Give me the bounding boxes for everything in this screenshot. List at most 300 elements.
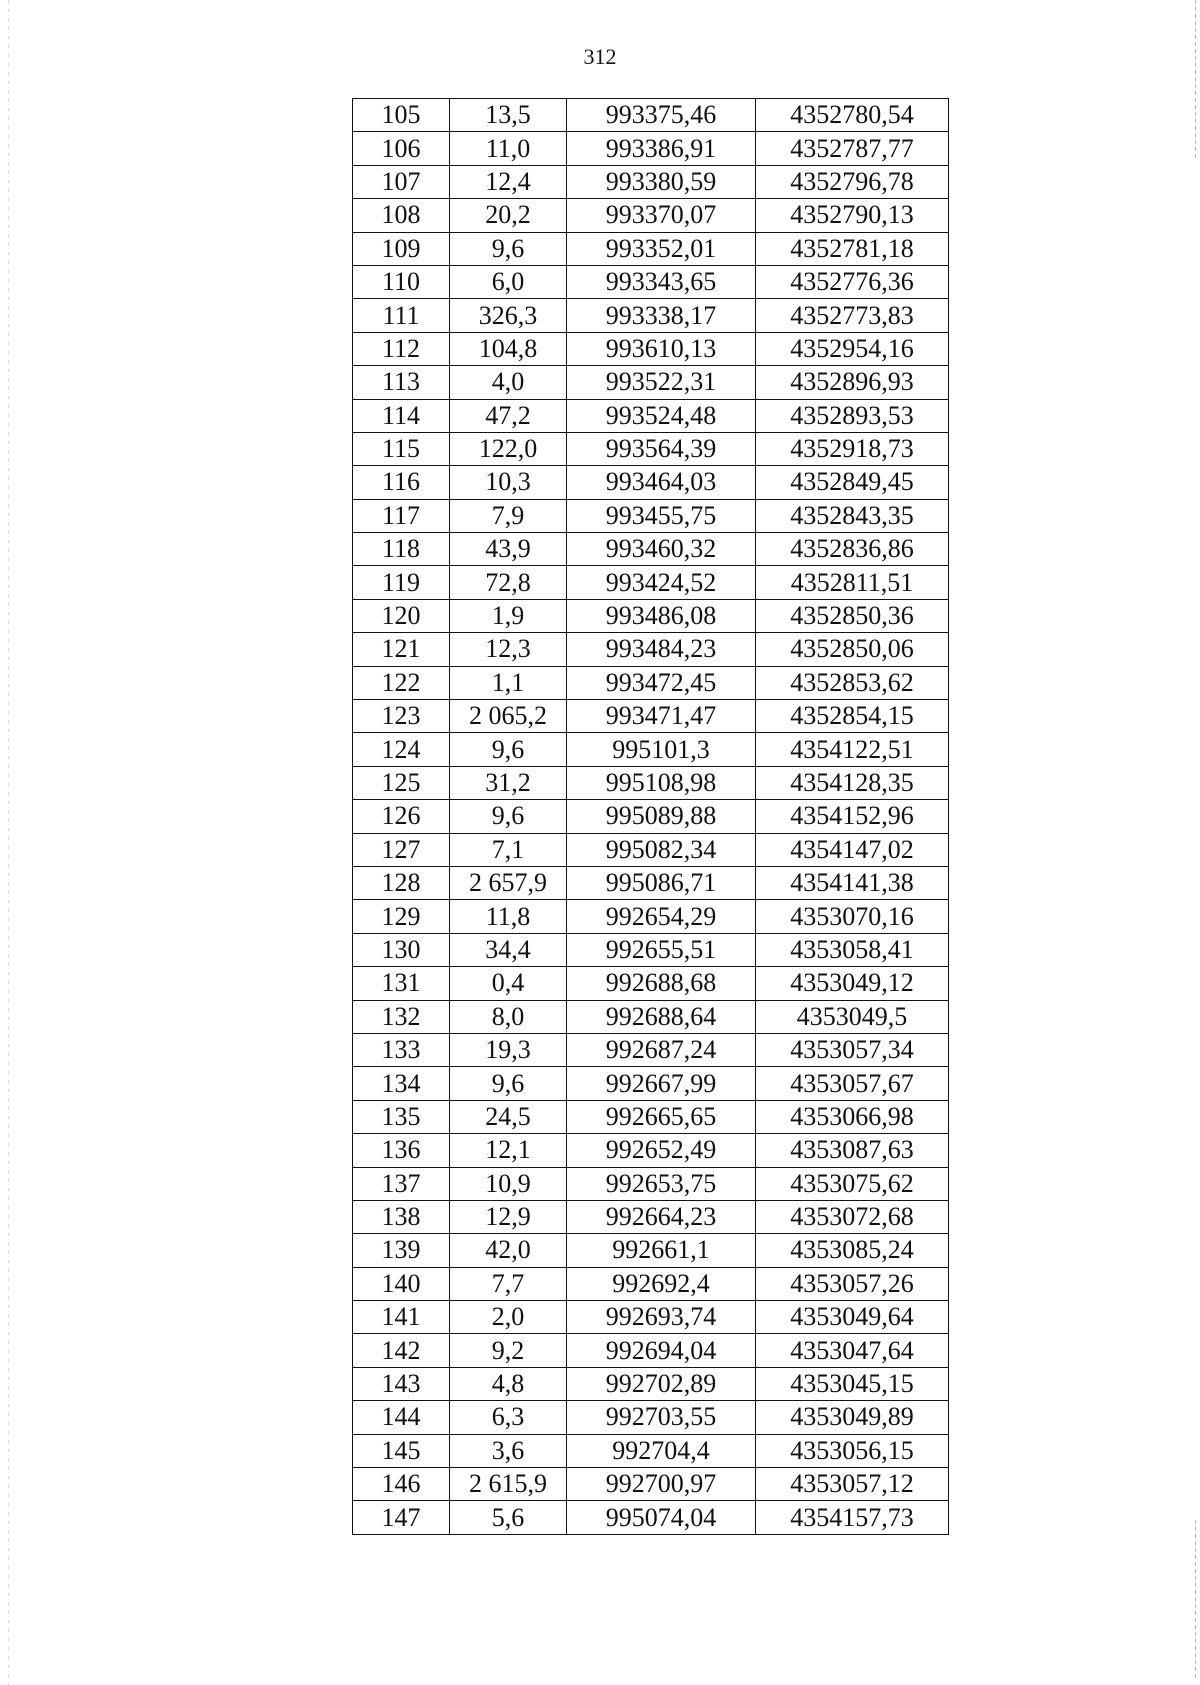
table-cell-point-number — [353, 99, 450, 132]
point-number-text: 119 — [381, 567, 421, 597]
table-cell-coordinate-x — [567, 332, 756, 365]
coordinate-x-text: 993471,47 — [605, 701, 717, 731]
scan-edge-right — [1195, 0, 1196, 160]
coordinate-x-text: 995108,98 — [605, 768, 717, 797]
table-row — [353, 1067, 949, 1100]
coordinate-y-text: 4353049,89 — [790, 1402, 914, 1432]
coordinate-x-text: 993460,32 — [605, 534, 717, 564]
coordinate-y-text: 4353045,15 — [790, 1369, 914, 1399]
table-row — [353, 1134, 949, 1167]
coordinate-x-text: 995089,88 — [605, 801, 717, 831]
table-cell-coordinate-y — [756, 1234, 949, 1267]
point-number-text: 105 — [381, 100, 421, 130]
segment-length-text: 2 657,9 — [469, 868, 547, 898]
table-cell-segment-length — [450, 1100, 567, 1133]
table-cell-coordinate-y — [756, 733, 949, 766]
table-cell-point-number — [353, 332, 450, 365]
coordinate-x-text: 995086,71 — [605, 868, 717, 898]
table-cell-point-number — [353, 967, 450, 1000]
coordinate-y-text: 4352849,45 — [790, 467, 914, 497]
table-cell-segment-length — [450, 1367, 567, 1400]
table-row — [353, 466, 949, 499]
segment-length-text: 9,6 — [491, 734, 525, 764]
table-cell-coordinate-x — [567, 1167, 756, 1200]
table-row — [353, 199, 949, 232]
table-cell-segment-length — [450, 499, 567, 532]
segment-length-text: 47,2 — [485, 400, 531, 430]
table-cell-point-number — [353, 1134, 450, 1167]
table-cell-point-number — [353, 933, 450, 966]
table-cell-point-number — [353, 1167, 450, 1200]
point-number-text: 138 — [381, 1202, 421, 1232]
coordinate-y-text: 4353057,34 — [790, 1035, 914, 1065]
table-cell-coordinate-y — [756, 700, 949, 733]
table-cell-coordinate-x — [567, 499, 756, 532]
table-cell-segment-length — [450, 432, 567, 465]
coordinate-y-text: 4354157,73 — [790, 1502, 914, 1532]
coordinate-y-text: 4352893,53 — [790, 400, 914, 430]
coordinate-x-text: 993522,31 — [605, 367, 717, 397]
coordinate-y-text: 4352773,83 — [790, 300, 914, 330]
table-row — [353, 733, 949, 766]
coordinate-y-text: 4352850,36 — [790, 601, 914, 631]
table-cell-coordinate-y — [756, 633, 949, 666]
table-cell-coordinate-y — [756, 1067, 949, 1100]
table-cell-segment-length — [450, 1401, 567, 1434]
segment-length-text: 12,3 — [485, 634, 531, 664]
table-cell-point-number — [353, 533, 450, 566]
coordinate-y-text: 4353049,5 — [796, 1001, 908, 1031]
table-cell-point-number — [353, 1033, 450, 1066]
coordinate-x-text: 992655,51 — [605, 934, 717, 964]
table-cell-segment-length — [450, 866, 567, 899]
table-cell-point-number — [353, 232, 450, 265]
table-cell-coordinate-y — [756, 800, 949, 833]
segment-length-text: 72,8 — [485, 567, 531, 597]
segment-length-text: 3,6 — [491, 1435, 525, 1465]
table-cell-segment-length — [450, 733, 567, 766]
table-cell-point-number — [353, 1434, 450, 1467]
table-cell-coordinate-y — [756, 165, 949, 198]
segment-length-text: 10,9 — [485, 1168, 531, 1198]
table-row — [353, 967, 949, 1000]
table-row — [353, 132, 949, 165]
segment-length-text: 12,1 — [485, 1135, 531, 1165]
segment-length-text: 13,5 — [485, 100, 531, 130]
coordinate-y-text: 4353066,98 — [790, 1101, 914, 1131]
point-number-text: 140 — [381, 1268, 421, 1298]
point-number-text: 111 — [382, 300, 420, 330]
table-cell-coordinate-y — [756, 967, 949, 1000]
segment-length-text: 19,3 — [485, 1035, 531, 1065]
segment-length-text: 2 615,9 — [469, 1469, 547, 1499]
table-cell-point-number — [353, 733, 450, 766]
table-cell-point-number — [353, 1067, 450, 1100]
coordinate-x-text: 993484,23 — [605, 634, 717, 664]
coordinate-y-text: 4352918,73 — [790, 434, 914, 464]
table-cell-segment-length — [450, 99, 567, 132]
coordinate-y-text: 4352843,35 — [790, 500, 914, 530]
point-number-text: 143 — [381, 1369, 421, 1399]
table-row — [353, 299, 949, 332]
table-row — [353, 700, 949, 733]
table-row — [353, 165, 949, 198]
table-cell-coordinate-y — [756, 1367, 949, 1400]
scan-edge-right-lower — [1195, 1520, 1196, 1680]
table-row — [353, 499, 949, 532]
table-cell-coordinate-x — [567, 900, 756, 933]
table-cell-segment-length — [450, 1167, 567, 1200]
point-number-text: 142 — [381, 1335, 421, 1365]
table-cell-point-number — [353, 1401, 450, 1434]
point-number-text: 124 — [381, 734, 421, 764]
coordinate-x-text: 993375,46 — [605, 100, 717, 130]
segment-length-text: 34,4 — [485, 934, 531, 964]
table-row — [353, 933, 949, 966]
table-cell-coordinate-x — [567, 666, 756, 699]
coordinate-y-text: 4352811,51 — [790, 567, 914, 597]
coordinate-y-text: 4352854,15 — [790, 701, 914, 731]
table-row — [353, 1200, 949, 1233]
table-cell-coordinate-x — [567, 1401, 756, 1434]
coordinate-y-text: 4354122,51 — [790, 734, 914, 764]
coordinate-x-text: 993472,45 — [605, 667, 717, 697]
table-cell-coordinate-x — [567, 132, 756, 165]
point-number-text: 135 — [381, 1101, 421, 1131]
coordinate-x-text: 992692,4 — [612, 1268, 710, 1298]
table-cell-segment-length — [450, 566, 567, 599]
table-cell-point-number — [353, 366, 450, 399]
table-cell-segment-length — [450, 299, 567, 332]
table-cell-segment-length — [450, 1200, 567, 1233]
segment-length-text: 6,3 — [491, 1402, 525, 1432]
coordinate-x-text: 992667,99 — [605, 1068, 717, 1098]
table-row — [353, 900, 949, 933]
table-row — [353, 366, 949, 399]
table-cell-point-number — [353, 432, 450, 465]
table-cell-point-number — [353, 399, 450, 432]
table-cell-point-number — [353, 866, 450, 899]
table-cell-point-number — [353, 900, 450, 933]
table-cell-point-number — [353, 800, 450, 833]
table-row — [353, 1234, 949, 1267]
point-number-text: 139 — [381, 1235, 421, 1265]
table-cell-segment-length — [450, 399, 567, 432]
coordinate-y-text: 4352781,18 — [790, 233, 914, 263]
table-cell-coordinate-x — [567, 766, 756, 799]
table-cell-segment-length — [450, 766, 567, 799]
coordinate-y-text: 4352853,62 — [790, 667, 914, 697]
table-cell-coordinate-y — [756, 1401, 949, 1434]
table-cell-coordinate-y — [756, 1301, 949, 1334]
coordinate-y-text: 4353072,68 — [790, 1202, 914, 1232]
segment-length-text: 31,2 — [485, 768, 531, 797]
table-cell-coordinate-y — [756, 866, 949, 899]
table-cell-segment-length — [450, 1033, 567, 1066]
table-cell-coordinate-x — [567, 599, 756, 632]
table-cell-coordinate-x — [567, 833, 756, 866]
table-cell-coordinate-x — [567, 1100, 756, 1133]
segment-length-text: 42,0 — [485, 1235, 531, 1265]
coordinate-y-text: 4353087,63 — [790, 1135, 914, 1165]
coordinate-x-text: 992665,65 — [605, 1101, 717, 1131]
coordinate-y-text: 4353057,26 — [790, 1268, 914, 1298]
point-number-text: 136 — [381, 1135, 421, 1165]
table-cell-segment-length — [450, 132, 567, 165]
table-row — [353, 1033, 949, 1066]
table-cell-coordinate-y — [756, 199, 949, 232]
coordinate-y-text: 4352796,78 — [790, 166, 914, 196]
point-number-text: 107 — [381, 166, 421, 196]
point-number-text: 117 — [381, 500, 421, 530]
table-row — [353, 533, 949, 566]
table-cell-coordinate-x — [567, 1000, 756, 1033]
table-cell-coordinate-y — [756, 499, 949, 532]
segment-length-text: 7,1 — [491, 834, 525, 864]
table-cell-coordinate-y — [756, 1434, 949, 1467]
table-cell-point-number — [353, 1100, 450, 1133]
point-number-text: 113 — [381, 367, 421, 397]
point-number-text: 132 — [381, 1001, 421, 1031]
table-cell-point-number — [353, 1200, 450, 1233]
coordinate-y-text: 4354141,38 — [790, 868, 914, 898]
table-cell-coordinate-y — [756, 265, 949, 298]
segment-length-text: 12,9 — [485, 1202, 531, 1232]
point-number-text: 127 — [381, 834, 421, 864]
table-row — [353, 1434, 949, 1467]
table-cell-coordinate-x — [567, 533, 756, 566]
table-cell-segment-length — [450, 800, 567, 833]
table-cell-segment-length — [450, 967, 567, 1000]
table-cell-coordinate-x — [567, 866, 756, 899]
table-cell-point-number — [353, 566, 450, 599]
point-number-text: 115 — [381, 434, 421, 464]
table-cell-coordinate-x — [567, 432, 756, 465]
table-cell-coordinate-y — [756, 599, 949, 632]
coordinate-x-text: 993352,01 — [605, 233, 717, 263]
scan-edge-left — [8, 0, 9, 1685]
table-cell-segment-length — [450, 933, 567, 966]
coordinate-x-text: 993343,65 — [605, 267, 717, 297]
table-cell-point-number — [353, 1000, 450, 1033]
table-cell-coordinate-x — [567, 199, 756, 232]
coordinate-y-text: 4353056,15 — [790, 1435, 914, 1465]
table-row — [353, 1468, 949, 1501]
coordinate-x-text: 995074,04 — [605, 1502, 717, 1532]
point-number-text: 120 — [381, 601, 421, 631]
segment-length-text: 9,6 — [491, 801, 525, 831]
coordinate-y-text: 4353049,64 — [790, 1302, 914, 1332]
coordinate-y-text: 4352790,13 — [790, 200, 914, 230]
table-cell-coordinate-y — [756, 99, 949, 132]
segment-length-text: 9,2 — [491, 1335, 525, 1365]
table-cell-coordinate-y — [756, 299, 949, 332]
coordinate-x-text: 992702,89 — [605, 1369, 717, 1399]
table-cell-coordinate-y — [756, 1200, 949, 1233]
table-cell-segment-length — [450, 1334, 567, 1367]
table-cell-point-number — [353, 666, 450, 699]
table-cell-coordinate-x — [567, 1434, 756, 1467]
table-cell-coordinate-y — [756, 1033, 949, 1066]
coordinate-x-text: 992661,1 — [612, 1235, 710, 1265]
table-cell-coordinate-y — [756, 399, 949, 432]
table-row — [353, 566, 949, 599]
point-number-text: 145 — [381, 1435, 421, 1465]
table-cell-point-number — [353, 199, 450, 232]
table-cell-segment-length — [450, 599, 567, 632]
segment-length-text: 11,8 — [485, 901, 531, 931]
table-row — [353, 1267, 949, 1300]
point-number-text: 114 — [381, 400, 421, 430]
table-cell-point-number — [353, 466, 450, 499]
table-cell-point-number — [353, 1234, 450, 1267]
segment-length-text: 7,9 — [491, 500, 525, 530]
table-cell-coordinate-y — [756, 132, 949, 165]
table-cell-coordinate-y — [756, 232, 949, 265]
coordinate-x-text: 993386,91 — [605, 133, 717, 163]
coordinate-y-text: 4353047,64 — [790, 1335, 914, 1365]
segment-length-text: 4,0 — [491, 367, 525, 397]
table-row — [353, 833, 949, 866]
coordinate-x-text: 993610,13 — [605, 333, 717, 363]
point-number-text: 110 — [381, 267, 421, 297]
segment-length-text: 0,4 — [491, 968, 525, 998]
coordinate-y-text: 4352836,86 — [790, 534, 914, 564]
coordinate-x-text: 992694,04 — [605, 1335, 717, 1365]
table-row — [353, 1401, 949, 1434]
point-number-text: 128 — [381, 868, 421, 898]
table-cell-segment-length — [450, 900, 567, 933]
coordinate-x-text: 993455,75 — [605, 500, 717, 530]
table-row — [353, 599, 949, 632]
point-number-text: 129 — [381, 901, 421, 931]
segment-length-text: 4,8 — [491, 1369, 525, 1399]
coordinate-y-text: 4352780,54 — [790, 100, 914, 130]
table-cell-coordinate-x — [567, 800, 756, 833]
point-number-text: 121 — [381, 634, 421, 664]
point-number-text: 118 — [381, 534, 421, 564]
table-cell-coordinate-x — [567, 1234, 756, 1267]
coordinate-y-text: 4354147,02 — [790, 834, 914, 864]
table-cell-coordinate-x — [567, 1134, 756, 1167]
coordinate-x-text: 993380,59 — [605, 166, 717, 196]
table-row — [353, 766, 949, 799]
segment-length-text: 8,0 — [491, 1001, 525, 1031]
table-cell-coordinate-x — [567, 1267, 756, 1300]
segment-length-text: 1,1 — [491, 667, 525, 697]
table-cell-segment-length — [450, 199, 567, 232]
table-cell-coordinate-x — [567, 1200, 756, 1233]
segment-length-text: 24,5 — [485, 1101, 531, 1131]
table-cell-point-number — [353, 700, 450, 733]
table-cell-point-number — [353, 1334, 450, 1367]
table-cell-segment-length — [450, 533, 567, 566]
table-cell-coordinate-x — [567, 1334, 756, 1367]
segment-length-text: 20,2 — [485, 200, 531, 230]
table-cell-coordinate-x — [567, 299, 756, 332]
point-number-text: 134 — [381, 1068, 421, 1098]
segment-length-text: 9,6 — [491, 1068, 525, 1098]
coordinate-x-text: 992688,64 — [605, 1001, 717, 1031]
table-cell-coordinate-y — [756, 466, 949, 499]
coordinate-x-text: 992700,97 — [605, 1469, 717, 1499]
table-cell-point-number — [353, 265, 450, 298]
table-row — [353, 800, 949, 833]
table-cell-point-number — [353, 1501, 450, 1534]
table-cell-coordinate-y — [756, 900, 949, 933]
table-cell-segment-length — [450, 1234, 567, 1267]
table-cell-segment-length — [450, 666, 567, 699]
table-row — [353, 332, 949, 365]
table-cell-point-number — [353, 132, 450, 165]
table-row — [353, 99, 949, 132]
coordinate-x-text: 992653,75 — [605, 1168, 717, 1198]
table-cell-coordinate-y — [756, 332, 949, 365]
coordinate-y-text: 4352850,06 — [790, 634, 914, 664]
table-cell-coordinate-x — [567, 1301, 756, 1334]
table-cell-coordinate-y — [756, 566, 949, 599]
page-number: 312 — [583, 44, 617, 69]
segment-length-text: 6,0 — [491, 267, 525, 297]
table-cell-coordinate-x — [567, 165, 756, 198]
coordinate-x-text: 993424,52 — [605, 567, 717, 597]
coordinate-x-text: 992652,49 — [605, 1135, 717, 1165]
point-number-text: 116 — [381, 467, 421, 497]
table-row — [353, 399, 949, 432]
table-row — [353, 633, 949, 666]
coordinate-y-text: 4353058,41 — [790, 934, 914, 964]
table-cell-coordinate-y — [756, 366, 949, 399]
coordinate-x-text: 992664,23 — [605, 1202, 717, 1232]
coordinate-y-text: 4353075,62 — [790, 1168, 914, 1198]
coordinate-y-text: 4353085,24 — [790, 1235, 914, 1265]
coordinate-x-text: 993338,17 — [605, 300, 717, 330]
coordinate-y-text: 4352787,77 — [790, 133, 914, 163]
point-number-text: 133 — [381, 1035, 421, 1065]
coordinate-x-text: 993370,07 — [605, 200, 717, 230]
table-cell-point-number — [353, 1267, 450, 1300]
coordinate-y-text: 4354152,96 — [790, 801, 914, 831]
coordinate-y-text: 4353057,12 — [790, 1469, 914, 1499]
segment-length-text: 43,9 — [485, 534, 531, 564]
table-cell-coordinate-x — [567, 1067, 756, 1100]
table-cell-coordinate-x — [567, 366, 756, 399]
coordinate-y-text: 4352896,93 — [790, 367, 914, 397]
coordinate-x-text: 992687,24 — [605, 1035, 717, 1065]
segment-length-text: 7,7 — [491, 1268, 525, 1298]
table-cell-coordinate-x — [567, 633, 756, 666]
table-cell-coordinate-y — [756, 1267, 949, 1300]
segment-length-text: 12,4 — [485, 166, 531, 196]
table-row — [353, 232, 949, 265]
table-row — [353, 1000, 949, 1033]
table-cell-point-number — [353, 833, 450, 866]
coordinate-y-text: 4352954,16 — [790, 333, 914, 363]
coordinate-x-text: 995101,3 — [612, 734, 710, 764]
table-cell-segment-length — [450, 1267, 567, 1300]
table-cell-segment-length — [450, 1067, 567, 1100]
table-row — [353, 432, 949, 465]
table-cell-coordinate-x — [567, 265, 756, 298]
table-cell-coordinate-y — [756, 666, 949, 699]
table-cell-coordinate-y — [756, 1334, 949, 1367]
table-cell-segment-length — [450, 1434, 567, 1467]
coordinate-x-text: 992704,4 — [612, 1435, 710, 1465]
table-cell-coordinate-x — [567, 566, 756, 599]
table-row — [353, 1367, 949, 1400]
table-cell-coordinate-y — [756, 766, 949, 799]
coordinate-x-text: 993486,08 — [605, 601, 717, 631]
